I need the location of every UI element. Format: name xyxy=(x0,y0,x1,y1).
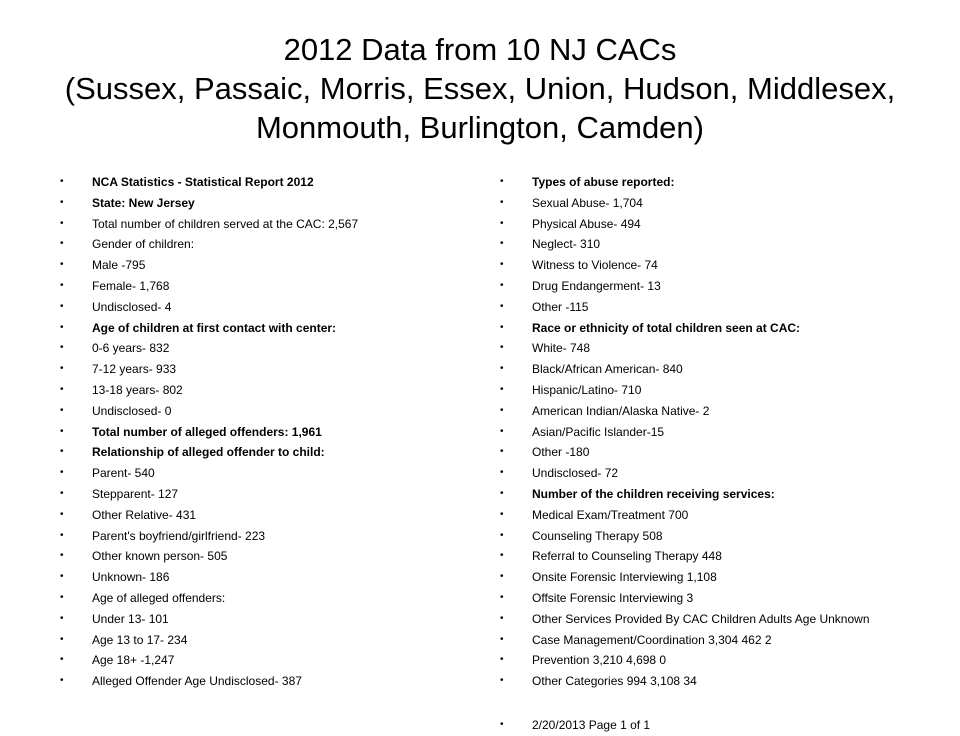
bullet-icon: • xyxy=(60,321,64,333)
bullet-item xyxy=(500,715,940,736)
bullet-icon: • xyxy=(60,196,64,208)
bullet-item xyxy=(500,588,940,609)
bullet-icon: • xyxy=(500,196,504,208)
bullet-icon: • xyxy=(500,363,504,375)
bullet-text: Witness to Violence- 74 xyxy=(532,258,658,273)
right-bullet-list xyxy=(500,172,940,736)
bullet-text: Stepparent- 127 xyxy=(92,486,179,501)
bullet-item xyxy=(60,609,480,630)
bullet-icon: • xyxy=(500,383,504,395)
bullet-text: Medical Exam/Treatment 700 xyxy=(532,507,689,522)
bullet-item xyxy=(60,463,480,484)
bullet-icon: • xyxy=(60,300,64,312)
bullet-item xyxy=(60,255,480,276)
bullet-icon: • xyxy=(60,279,64,291)
bullet-text: Male -795 xyxy=(92,258,146,273)
bullet-text: Female- 1,768 xyxy=(92,278,170,293)
bullet-icon: • xyxy=(60,425,64,437)
bullet-text: Total number of children served at the CAC: 2,567 xyxy=(92,216,359,231)
bullet-item xyxy=(500,546,940,567)
bullet-text: Physical Abuse- 494 xyxy=(532,216,641,231)
bullet-icon: • xyxy=(60,571,64,583)
bullet-icon: • xyxy=(500,217,504,229)
bullet-icon: • xyxy=(60,238,64,250)
bullet-item xyxy=(500,318,940,339)
bullet-icon: • xyxy=(60,176,64,187)
bullet-item xyxy=(60,567,480,588)
bullet-item xyxy=(60,588,480,609)
bullet-text: White- 748 xyxy=(532,341,591,356)
bullet-text: Referral to Counseling Therapy 448 xyxy=(532,549,722,564)
bullet-icon: • xyxy=(500,342,504,354)
bullet-item xyxy=(500,359,940,380)
bullet-icon: • xyxy=(500,654,504,666)
slide-title xyxy=(40,30,920,147)
bullet-icon: • xyxy=(500,321,504,333)
bullet-text: Unknown- 186 xyxy=(92,570,170,585)
bullet-text: Case Management/Coordination 3,304 462 2 xyxy=(532,632,772,647)
bullet-item xyxy=(60,172,480,193)
bullet-text: Parent- 540 xyxy=(92,466,155,481)
bullet-item xyxy=(60,359,480,380)
bullet-item xyxy=(500,255,940,276)
bullet-item xyxy=(60,671,480,692)
bullet-text: Undisclosed- 4 xyxy=(92,299,172,314)
bullet-text: 2/20/2013 Page 1 of 1 xyxy=(532,717,651,732)
bullet-text: Drug Endangerment- 13 xyxy=(532,278,661,293)
bullet-text: Age of children at first contact with center: xyxy=(92,320,337,335)
bullet-icon: • xyxy=(500,238,504,250)
bullet-text: Sexual Abuse- 1,704 xyxy=(532,195,643,210)
bullet-item xyxy=(60,234,480,255)
bullet-text: Parent's boyfriend/girlfriend- 223 xyxy=(92,528,266,543)
bullet-icon: • xyxy=(60,259,64,271)
bullet-item xyxy=(60,338,480,359)
bullet-icon: • xyxy=(60,591,64,603)
bullet-item xyxy=(500,526,940,547)
bullet-icon: • xyxy=(500,591,504,603)
bullet-item xyxy=(500,401,940,422)
bullet-text: Asian/Pacific Islander-15 xyxy=(532,424,665,439)
bullet-item xyxy=(60,422,480,443)
title-line-1: 2012 Data from 10 NJ CACs xyxy=(283,32,677,67)
bullet-text: Other -115 xyxy=(532,299,589,314)
bullet-item xyxy=(500,338,940,359)
bullet-text: 13-18 years- 802 xyxy=(92,382,183,397)
bullet-text: Neglect- 310 xyxy=(532,237,601,252)
bullet-text: Other Services Provided By CAC Children Adults Age Unknown xyxy=(532,611,870,626)
bullet-icon: • xyxy=(60,217,64,229)
bullet-item xyxy=(500,630,940,651)
bullet-item xyxy=(500,193,940,214)
bullet-icon: • xyxy=(60,404,64,416)
bullet-item xyxy=(60,380,480,401)
bullet-item xyxy=(60,401,480,422)
bullet-icon: • xyxy=(500,404,504,416)
bullet-icon: • xyxy=(500,612,504,624)
bullet-item xyxy=(60,526,480,547)
bullet-icon: • xyxy=(60,363,64,375)
bullet-text: State: New Jersey xyxy=(92,195,195,210)
bullet-icon: • xyxy=(500,718,504,730)
bullet-text: Other Relative- 431 xyxy=(92,507,197,522)
bullet-icon: • xyxy=(60,612,64,624)
bullet-text: Gender of children: xyxy=(92,237,195,252)
bullet-item xyxy=(500,567,940,588)
bullet-icon: • xyxy=(500,279,504,291)
bullet-icon: • xyxy=(500,529,504,541)
bullet-text: Other -180 xyxy=(532,445,590,460)
bullet-item xyxy=(500,505,940,526)
bullet-item xyxy=(60,630,480,651)
bullet-item xyxy=(500,380,940,401)
bullet-icon: • xyxy=(500,467,504,479)
bullet-icon: • xyxy=(500,508,504,520)
bullet-item xyxy=(60,318,480,339)
bullet-text: Race or ethnicity of total children seen at CAC: xyxy=(532,320,801,335)
bullet-text: 7-12 years- 933 xyxy=(92,362,177,377)
bullet-icon: • xyxy=(60,529,64,541)
bullet-icon: • xyxy=(500,571,504,583)
bullet-text: Other known person- 505 xyxy=(92,549,228,564)
bullet-item xyxy=(60,484,480,505)
bullet-item xyxy=(60,276,480,297)
bullet-item xyxy=(500,650,940,671)
bullet-icon: • xyxy=(60,633,64,645)
bullet-icon: • xyxy=(60,342,64,354)
bullet-text: Onsite Forensic Interviewing 1,108 xyxy=(532,570,717,585)
bullet-text: Undisclosed- 72 xyxy=(532,466,619,481)
left-bullet-list xyxy=(60,172,480,692)
bullet-icon: • xyxy=(60,654,64,666)
bullet-item xyxy=(500,276,940,297)
bullet-item xyxy=(60,193,480,214)
bullet-item xyxy=(60,214,480,235)
bullet-item xyxy=(500,609,940,630)
bullet-text: Counseling Therapy 508 xyxy=(532,528,663,543)
bullet-text: Under 13- 101 xyxy=(92,611,169,626)
bullet-item xyxy=(60,442,480,463)
bullet-icon: • xyxy=(60,383,64,395)
bullet-text: Number of the children receiving services: xyxy=(532,486,775,501)
bullet-icon: • xyxy=(500,550,504,562)
bullet-item xyxy=(500,172,940,193)
bullet-icon: • xyxy=(500,176,504,187)
bullet-text: Relationship of alleged offender to child: xyxy=(92,445,325,460)
bullet-item xyxy=(500,422,940,443)
bullet-icon: • xyxy=(500,675,504,687)
title-line-3: Monmouth, Burlington, Camden) xyxy=(255,110,704,145)
bullet-item xyxy=(60,505,480,526)
bullet-text: Age 13 to 17- 234 xyxy=(92,632,188,647)
bullet-icon: • xyxy=(500,487,504,499)
bullet-text: NCA Statistics - Statistical Report 2012 xyxy=(92,175,314,189)
bullet-text: Offsite Forensic Interviewing 3 xyxy=(532,590,694,605)
bullet-icon: • xyxy=(500,300,504,312)
bullet-icon: • xyxy=(60,467,64,479)
title-line-2: (Sussex, Passaic, Morris, Essex, Union, Hudson, Middlesex, xyxy=(64,71,896,106)
bullet-item xyxy=(60,650,480,671)
bullet-item xyxy=(500,671,940,692)
bullet-icon: • xyxy=(60,508,64,520)
bullet-text: Total number of alleged offenders: 1,961 xyxy=(92,424,322,439)
bullet-icon: • xyxy=(60,487,64,499)
bullet-text: Alleged Offender Age Undisclosed- 387 xyxy=(92,674,302,689)
bullet-text: Undisclosed- 0 xyxy=(92,403,172,418)
bullet-icon: • xyxy=(500,633,504,645)
bullet-item xyxy=(500,234,940,255)
bullet-text: Prevention 3,210 4,698 0 xyxy=(532,653,667,668)
bullet-icon: • xyxy=(500,425,504,437)
bullet-text: Age 18+ -1,247 xyxy=(92,653,175,668)
bullet-text: 0-6 years- 832 xyxy=(92,341,170,356)
bullet-item xyxy=(500,297,940,318)
bullet-item xyxy=(500,442,940,463)
bullet-text: Age of alleged offenders: xyxy=(92,590,226,605)
bullet-text: Other Categories 994 3,108 34 xyxy=(532,674,697,689)
bullet-text: Hispanic/Latino- 710 xyxy=(532,382,642,397)
bullet-text: Types of abuse reported: xyxy=(532,175,675,189)
bullet-icon: • xyxy=(60,675,64,687)
bullet-icon: • xyxy=(60,446,64,458)
bullet-icon: • xyxy=(500,259,504,271)
bullet-item xyxy=(500,214,940,235)
bullet-item xyxy=(500,463,940,484)
bullet-icon: • xyxy=(500,446,504,458)
bullet-item xyxy=(60,546,480,567)
bullet-text: American Indian/Alaska Native- 2 xyxy=(532,403,710,418)
bullet-text: Black/African American- 840 xyxy=(532,362,683,377)
bullet-item xyxy=(500,484,940,505)
bullet-icon: • xyxy=(60,550,64,562)
bullet-item xyxy=(60,297,480,318)
